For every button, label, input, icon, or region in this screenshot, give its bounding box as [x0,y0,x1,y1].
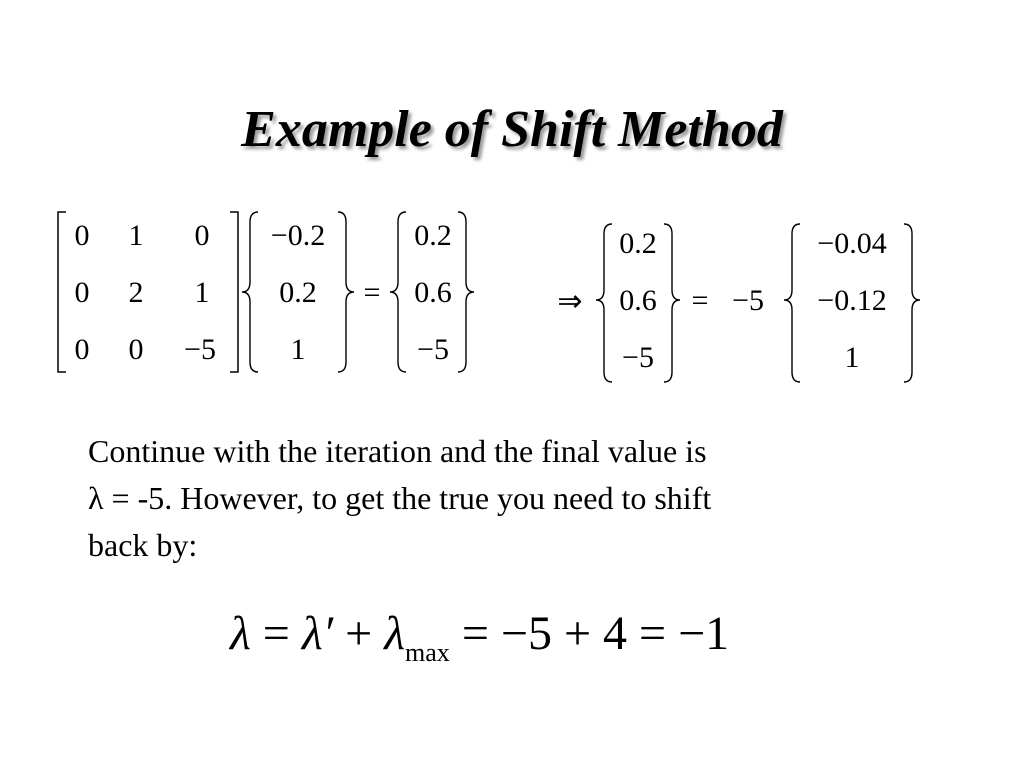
explanation-paragraph [88,428,908,569]
paragraph-line: λ = -5. However, to get the true you need to shift [88,480,712,516]
matrix-cell: 0 [74,219,90,252]
matrix-cell: 1 [128,219,144,252]
vector-right-cell: 1 [844,341,860,374]
equation-2 [557,224,920,382]
matrix-cell: 0 [128,333,144,366]
implies-arrow: ⇒ [557,285,583,318]
lambda-prime-symbol: λ′ [301,607,334,660]
vector-result-cell: 0.2 [414,219,452,252]
matrix-cell: 0 [74,333,90,366]
vector-left-cell: 0.2 [619,227,657,260]
paragraph-line: back by: [88,527,198,563]
vector-result-right-brace [458,212,474,372]
vector-x-cell: −0.2 [270,219,326,252]
equals-sign: = [363,276,381,309]
matrix-right-bracket [230,212,238,372]
scalar-factor: −5 [732,284,764,317]
matrix-cell: −5 [184,333,216,366]
matrix-cell: 0 [194,219,210,252]
vector-left-left-brace [596,224,612,382]
plus-sign: + [333,607,385,660]
vector-x-left-brace [242,212,258,372]
vector-right-left-brace [784,224,800,382]
matrix-cell: 2 [128,276,144,309]
matrix-cell: 1 [194,276,210,309]
equals-sign: = [250,607,302,660]
slide-title: Example of Shift Method [241,101,783,158]
vector-result-cell: −5 [417,333,449,366]
vector-left-cell: 0.6 [619,284,657,317]
vector-x-cell: 0.2 [279,276,317,309]
max-subscript: max [405,638,450,667]
equals-sign: = [691,284,709,317]
lambda-max-symbol: λ [384,607,406,660]
matrix-left-bracket [58,212,66,372]
vector-result-cell: 0.6 [414,276,452,309]
equation-1 [58,212,474,372]
vector-left-cell: −5 [622,341,654,374]
result-expression: = −5 + 4 = −1 [449,607,730,660]
lambda-symbol: λ [230,607,251,660]
vector-right-right-brace [904,224,920,382]
matrix-cell: 0 [74,276,90,309]
vector-left-right-brace [664,224,680,382]
paragraph-line: Continue with the iteration and the final value is [88,433,707,469]
vector-right-cell: −0.12 [817,284,887,317]
final-equation [230,606,729,668]
vector-x-cell: 1 [290,333,306,366]
vector-x-right-brace [338,212,354,372]
vector-result-left-brace [390,212,406,372]
vector-right-cell: −0.04 [817,227,887,260]
